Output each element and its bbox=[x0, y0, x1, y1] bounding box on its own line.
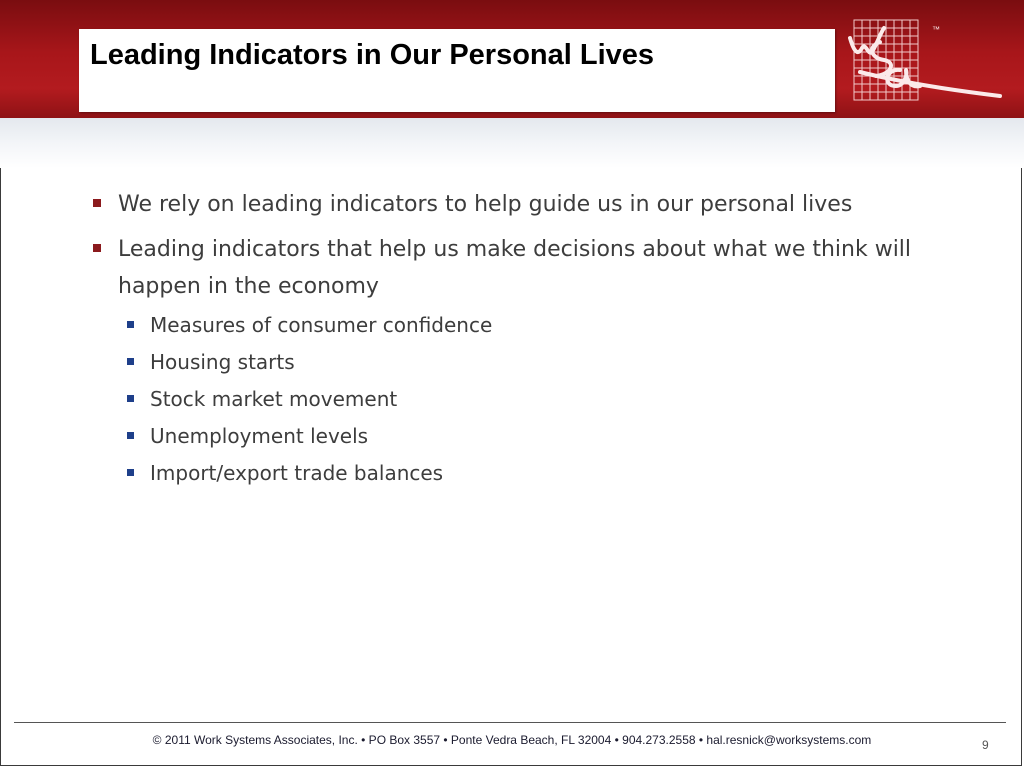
sub-bullet-text: Housing starts bbox=[150, 350, 295, 374]
svg-text:™: ™ bbox=[932, 25, 940, 34]
sub-bullet-square-icon bbox=[127, 395, 134, 402]
bullet-square-icon bbox=[93, 199, 101, 207]
sub-bullet-square-icon bbox=[127, 321, 134, 328]
sub-bullet-text: Stock market movement bbox=[150, 387, 398, 411]
sub-bullet-square-icon bbox=[127, 432, 134, 439]
sub-bullet-item bbox=[92, 381, 952, 418]
wsa-logo-icon bbox=[840, 12, 1010, 110]
sub-bullet-item bbox=[92, 344, 952, 381]
bullet-item bbox=[92, 186, 952, 223]
footer-contact: © 2011 Work Systems Associates, Inc. • PO Box 3557 • Ponte Vedra Beach, FL 32004 • 904.273.2558 • hal.resnick@worksystems.com bbox=[152, 733, 872, 747]
sub-bullet-item bbox=[92, 418, 952, 455]
sub-bullet-square-icon bbox=[127, 469, 134, 476]
page-number: 9 bbox=[982, 738, 989, 752]
footer-divider bbox=[14, 722, 1006, 723]
slide-content bbox=[92, 186, 952, 492]
title-box bbox=[79, 29, 835, 112]
slide-title: Leading Indicators in Our Personal Lives bbox=[90, 39, 655, 71]
sub-bullet-item bbox=[92, 307, 952, 344]
sub-bullet-text: Measures of consumer confidence bbox=[150, 313, 493, 337]
bullet-text: Leading indicators that help us make decisions about what we think will happen in the economy bbox=[118, 237, 912, 299]
header-shadow bbox=[0, 118, 1024, 168]
bullet-square-icon bbox=[93, 244, 101, 252]
sub-bullet-text: Import/export trade balances bbox=[150, 461, 444, 485]
sub-bullet-text: Unemployment levels bbox=[150, 424, 369, 448]
bullet-text: We rely on leading indicators to help guide us in our personal lives bbox=[118, 192, 853, 217]
bullet-item bbox=[92, 231, 952, 305]
sub-bullet-square-icon bbox=[127, 358, 134, 365]
sub-bullet-item bbox=[92, 455, 952, 492]
